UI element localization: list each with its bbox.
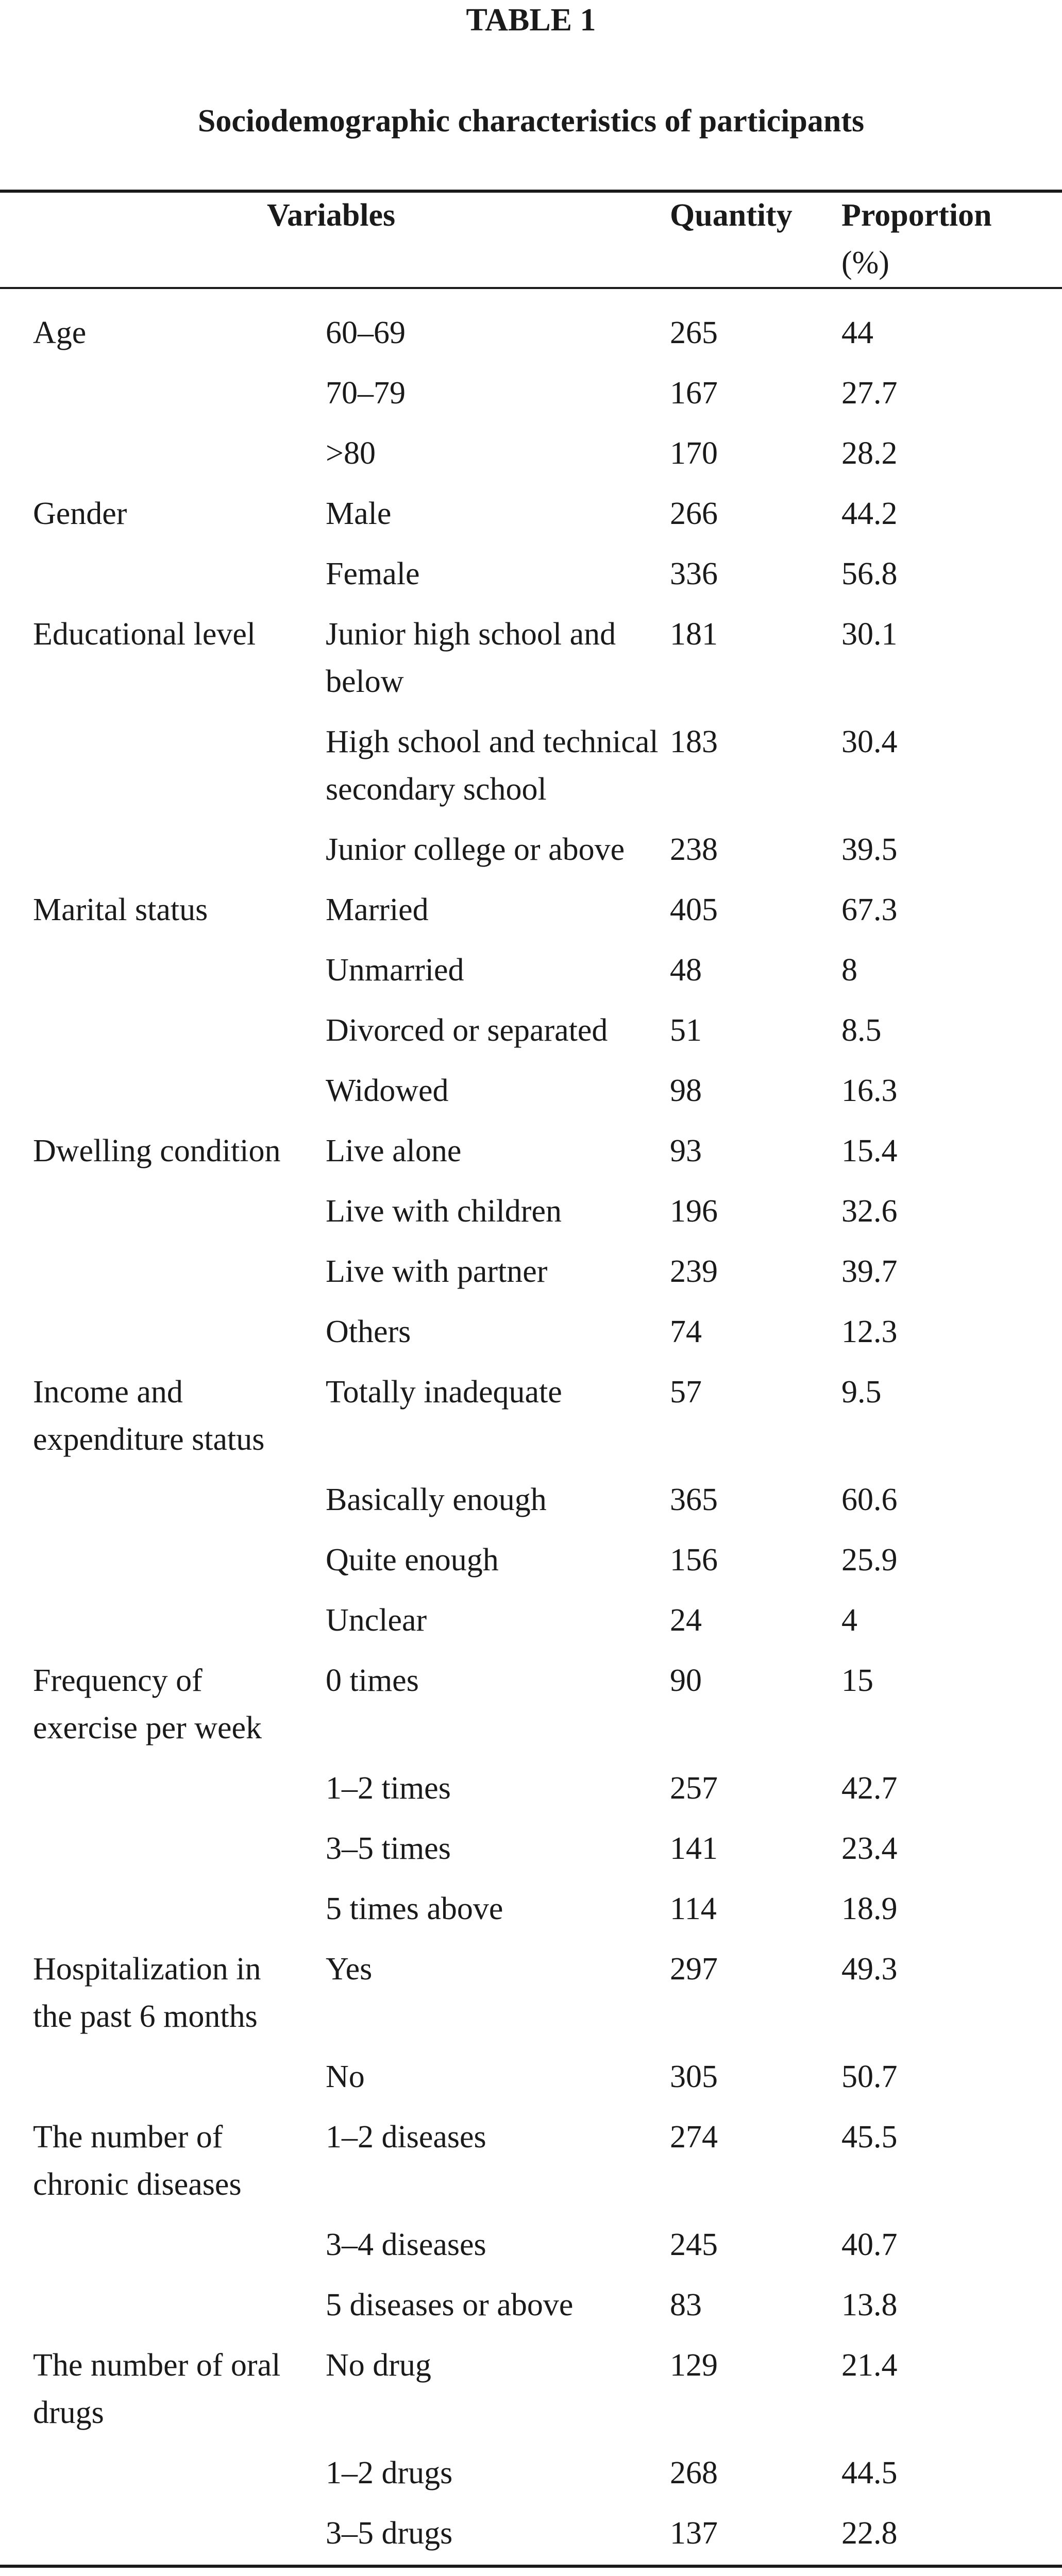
table-row [0,946,1062,994]
category-cell: Junior college or above [326,832,625,867]
quantity-cell: 297 [670,1952,718,1987]
category-cell: 1–2 times [326,1771,451,1806]
proportion-cell: 22.8 [841,2516,898,2551]
variable-cell: Educational level [33,617,256,652]
variable-cell: Age [33,315,87,350]
quantity-cell: 24 [670,1603,702,1638]
table-row [0,369,1062,417]
quantity-cell: 167 [670,376,718,411]
table-row [0,1765,1062,1812]
proportion-cell: 27.7 [841,376,898,411]
proportion-cell: 50.7 [841,2059,898,2094]
quantity-cell: 141 [670,1831,718,1866]
quantity-cell: 90 [670,1663,702,1698]
category-cell: Junior high school and below [326,617,616,699]
quantity-cell: 129 [670,2348,718,2383]
quantity-cell: 274 [670,2120,718,2155]
proportion-cell: 9.5 [841,1375,882,1410]
category-cell: Basically enough [326,1482,547,1517]
category-cell: Divorced or separated [326,1013,608,1048]
quantity-cell: 238 [670,832,718,867]
table-row [0,2570,1062,2576]
table-row [0,309,1062,357]
quantity-cell: 83 [670,2287,702,2323]
quantity-cell: 239 [670,1254,718,1289]
proportion-cell: 39.7 [841,1254,898,1289]
quantity-cell: 51 [670,1013,702,1048]
table-row [0,430,1062,477]
quantity-cell: 196 [670,1194,718,1229]
table-row [0,1597,1062,1644]
table-row [0,1657,1062,1752]
proportion-cell: 30.1 [841,617,898,652]
table-row [0,826,1062,873]
quantity-cell: 137 [670,2516,718,2551]
quantity-cell: 265 [670,315,718,350]
proportion-cell: 12.3 [841,1314,898,1349]
table-row [0,550,1062,598]
header-quantity: Quantity [670,198,793,233]
quantity-cell: 305 [670,2059,718,2094]
table-row [0,718,1062,813]
category-cell [292,2570,670,2576]
table-row [0,2053,1062,2100]
category-cell: 5 times above [326,1891,503,1926]
proportion-cell: 60.6 [841,1482,898,1517]
variable-cell: Dwelling condition [33,1133,281,1168]
table-label: TABLE 1 [466,3,596,38]
quantity-cell: 183 [670,724,718,759]
category-cell: Live with partner [326,1254,548,1289]
category-cell: Yes [326,1952,373,1987]
category-cell: Others [326,1314,411,1349]
quantity-cell: 74 [670,1314,702,1349]
proportion-cell: 30.4 [841,724,898,759]
quantity-cell: 405 [670,892,718,927]
category-cell: High school and technical secondary school [326,724,659,807]
proportion-cell: 40.7 [841,2227,898,2262]
table-row [0,1825,1062,1872]
header-proportion-unit: (%) [841,245,889,280]
proportion-cell: 23.4 [841,1831,898,1866]
header-proportion [841,192,1058,286]
proportion-cell: 8.5 [841,1013,882,1048]
quantity-cell [670,2570,841,2576]
proportion-cell: 56.8 [841,556,898,591]
proportion-cell [841,2570,1062,2576]
quantity-cell: 156 [670,1543,718,1578]
quantity-cell: 93 [670,1133,702,1168]
proportion-cell: 45.5 [841,2120,898,2155]
table-row [0,1308,1062,1355]
proportion-cell: 44.2 [841,496,898,531]
table-row [0,2342,1062,2436]
table-row [0,1248,1062,1295]
quantity-cell: 48 [670,953,702,988]
quantity-cell: 257 [670,1771,718,1806]
variable-cell: Hospitalization in the past 6 months [33,1952,261,2034]
variable-cell: The number of oral drugs [33,2348,281,2430]
table-row [0,490,1062,537]
proportion-cell: 4 [841,1603,857,1638]
category-cell: Quite enough [326,1543,499,1578]
header-variables: Variables [267,198,396,233]
variable-cell: The number of chronic diseases [33,2120,242,2202]
category-cell: Married [326,892,429,927]
category-cell: Live with children [326,1194,562,1229]
category-cell: Male [326,496,392,531]
table-row [0,1368,1062,1463]
category-cell: Unclear [326,1603,427,1638]
quantity-cell: 114 [670,1891,717,1926]
proportion-cell: 44.5 [841,2455,898,2490]
table-row [0,2510,1062,2557]
category-cell: >80 [326,436,376,471]
category-cell: 1–2 drugs [326,2455,453,2490]
table-row [0,1007,1062,1054]
header-proportion-label: Proportion [841,198,992,233]
category-cell: No [326,2059,365,2094]
quantity-cell: 336 [670,556,718,591]
proportion-cell: 16.3 [841,1073,898,1108]
table-bottom-rule [0,2565,1062,2568]
proportion-cell: 49.3 [841,1952,898,1987]
quantity-cell: 245 [670,2227,718,2262]
category-cell: 3–4 diseases [326,2227,486,2262]
category-cell: 5 diseases or above [326,2287,574,2323]
proportion-cell: 67.3 [841,892,898,927]
table-row [0,2113,1062,2208]
table-row [0,1188,1062,1235]
table-row [0,2221,1062,2268]
proportion-cell: 8 [841,953,857,988]
table-row [0,1476,1062,1523]
variable-cell: Income and expenditure status [33,1375,265,1457]
table-row [0,1885,1062,1933]
quantity-cell: 170 [670,436,718,471]
variable-cell: Gender [33,496,127,531]
quantity-cell: 266 [670,496,718,531]
table-row [0,2281,1062,2329]
proportion-cell: 15 [841,1663,873,1698]
variable-cell: Frequency of exercise per week [33,1663,262,1745]
quantity-cell: 268 [670,2455,718,2490]
category-cell: Unmarried [326,953,464,988]
category-cell: 3–5 times [326,1831,451,1866]
table-row [0,1067,1062,1114]
category-cell: Totally inadequate [326,1375,562,1410]
proportion-cell: 15.4 [841,1133,898,1168]
category-cell: 0 times [326,1663,419,1698]
category-cell: 3–5 drugs [326,2516,453,2551]
proportion-cell: 39.5 [841,832,898,867]
proportion-cell: 18.9 [841,1891,898,1926]
category-cell: Female [326,556,420,591]
proportion-cell: 42.7 [841,1771,898,1806]
quantity-cell: 98 [670,1073,702,1108]
category-cell: Widowed [326,1073,449,1108]
quantity-cell: 57 [670,1375,702,1410]
table-row [0,886,1062,934]
quantity-cell: 181 [670,617,718,652]
table-row [0,1536,1062,1584]
category-cell: 60–69 [326,315,406,350]
category-cell: No drug [326,2348,431,2383]
table-row [0,1127,1062,1175]
proportion-cell: 13.8 [841,2287,898,2323]
category-cell: 1–2 diseases [326,2120,486,2155]
proportion-cell: 44 [841,315,873,350]
table-body [0,309,1062,2576]
proportion-cell: 25.9 [841,1543,898,1578]
category-cell: 70–79 [326,376,406,411]
table-caption: Sociodemographic characteristics of participants [197,104,865,139]
proportion-cell: 32.6 [841,1194,898,1229]
quantity-cell: 365 [670,1482,718,1517]
variable-cell: Marital status [33,892,208,927]
proportion-cell: 21.4 [841,2348,898,2383]
proportion-cell: 28.2 [841,436,898,471]
table-row [0,2449,1062,2497]
header-rule [0,287,1062,289]
category-cell: Live alone [326,1133,462,1168]
table-row [0,611,1062,705]
table-row [0,1945,1062,2040]
